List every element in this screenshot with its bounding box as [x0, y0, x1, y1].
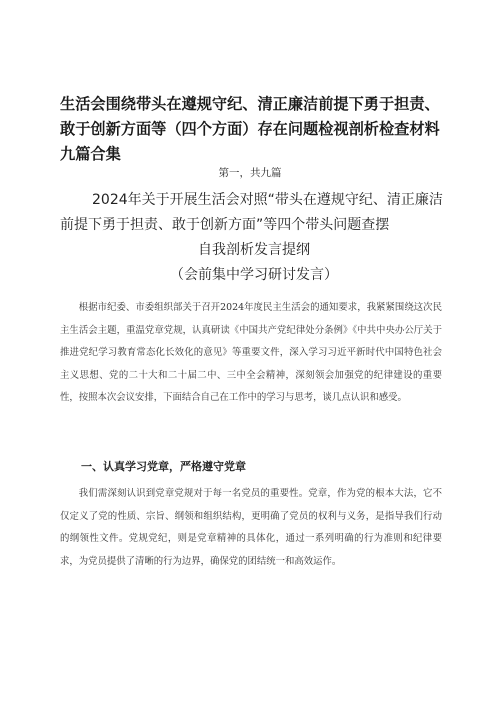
subtitle-block: [60, 188, 448, 288]
subtitle-line: 2024年关于开展生活会对照“带头在遵规守纪、清正廉洁: [92, 192, 443, 208]
document-title: 生活会围绕带头在遵规守纪、清正廉洁前提下勇于担责、敢于创新方面等（四个方面）存在问题检视剖析检查材料九篇合集: [60, 95, 440, 163]
body-paragraph: 我们需深刻认识到党章党规对于每一名党员的重要性。党章，作为党的根本大法，它不仅定义了党的性质、宗旨、纲领和组织结构，更明确了党员的权利与义务，是指导我们行动的纲领性文件。党规党纪，则是党章精神的具体化，通过一系列明确的行为准则和纪律要求，为党员提供了清晰的行为边界，确保党的团结统一和高效运作。: [60, 488, 442, 567]
subtitle-line: 自我剖析发言提纲: [198, 242, 310, 258]
subtitle-line: 前提下勇于担责、敢于创新方面”等四个带头问题查摆: [60, 217, 390, 233]
section-label: 第一，共九篇: [218, 167, 282, 179]
subtitle-line: （会前集中学习研讨发言）: [170, 267, 338, 283]
section-heading: 一、认真学习党章，严格遵守党章: [81, 460, 246, 473]
body-paragraph: 根据市纪委、市委组织部关于召开2024年度民主生活会的通知要求，我紧紧围绕这次民主生活会主题，重温党章党规，认真研读《中国共产党纪律处分条例》《中共中央办公厅关于推进党纪学习教育常态化长效化的意见》等重要文件，深入学习习近平新时代中国特色社会主义思想、党的二十大和二十届二中、三中全会精神，深刻领会加强党的纪律建设的重要性，按照本次会议安排，下面结合自己在工作中的学习与思考，谈几点认识和感受。: [60, 302, 442, 404]
